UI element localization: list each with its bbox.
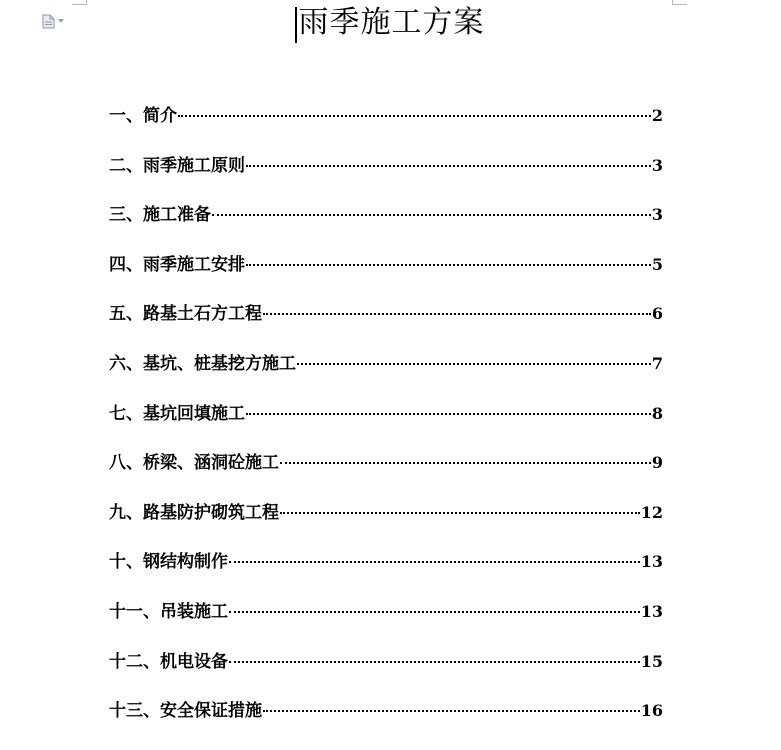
toc-entry-page: 13 (640, 601, 663, 621)
toc-entry-page: 13 (640, 552, 663, 572)
toc-dot-leader (246, 413, 651, 415)
toc-entry-page: 12 (640, 502, 663, 522)
toc-dot-leader (297, 363, 651, 365)
toc-entry-label: 六、基坑、桩基挖方施工 (109, 353, 296, 374)
toc-entry[interactable] (109, 498, 663, 548)
toc-dot-leader (263, 313, 651, 315)
toc-dot-leader (229, 661, 640, 663)
toc-entry[interactable] (109, 101, 663, 151)
toc-entry-label: 二、雨季施工原则 (109, 155, 245, 176)
toc-dot-leader (212, 214, 651, 216)
toc-entry-page: 9 (651, 453, 663, 473)
toc-entry-page: 8 (651, 403, 663, 423)
toc-entry[interactable] (109, 349, 663, 399)
toc-entry-page: 3 (651, 205, 663, 225)
toc-entry-label: 五、路基土石方工程 (109, 304, 262, 325)
toc-entry-label: 十一、吊装施工 (109, 601, 228, 622)
toc-entry-page: 15 (640, 651, 663, 671)
toc-entry[interactable] (109, 696, 663, 746)
toc-entry[interactable] (109, 597, 663, 647)
toc-dot-leader (229, 561, 640, 563)
toc-dot-leader (280, 512, 640, 514)
toc-entry[interactable] (109, 200, 663, 250)
toc-dot-leader (246, 264, 651, 266)
toc-entry-page: 16 (640, 701, 663, 721)
toc-dot-leader (280, 462, 651, 464)
toc-entry-label: 十二、机电设备 (109, 651, 228, 672)
toc-entry[interactable] (109, 448, 663, 498)
toc-entry-label: 七、基坑回填施工 (109, 403, 245, 424)
toc-entry-label: 四、雨季施工安排 (109, 254, 245, 275)
document-title[interactable] (297, 3, 485, 43)
toc-entry-label: 三、施工准备 (109, 205, 211, 226)
document-title-text: 雨季施工方案 (298, 5, 485, 40)
toc-dot-leader (246, 165, 651, 167)
toc-entry[interactable] (109, 151, 663, 201)
table-of-contents (109, 101, 663, 746)
title-area (0, 3, 781, 43)
toc-entry-page: 6 (651, 304, 663, 324)
toc-entry-page: 2 (651, 106, 663, 125)
toc-entry[interactable] (109, 250, 663, 300)
toc-entry-label: 一、简介 (109, 106, 177, 126)
toc-entry[interactable] (109, 547, 663, 597)
toc-entry-page: 3 (651, 155, 663, 175)
toc-entry-label: 九、路基防护砌筑工程 (109, 502, 279, 523)
toc-entry-page: 7 (651, 353, 663, 373)
toc-dot-leader (178, 115, 651, 117)
toc-entry[interactable] (109, 399, 663, 449)
text-cursor (295, 7, 297, 43)
toc-entry-label: 十、钢结构制作 (109, 552, 228, 573)
toc-entry[interactable] (109, 647, 663, 697)
toc-dot-leader (229, 611, 640, 613)
toc-dot-leader (263, 710, 640, 712)
toc-entry[interactable] (109, 299, 663, 349)
toc-entry-label: 十三、安全保证措施 (109, 701, 262, 722)
toc-entry-page: 5 (651, 254, 663, 274)
toc-entry-label: 八、桥梁、涵洞砼施工 (109, 453, 279, 474)
